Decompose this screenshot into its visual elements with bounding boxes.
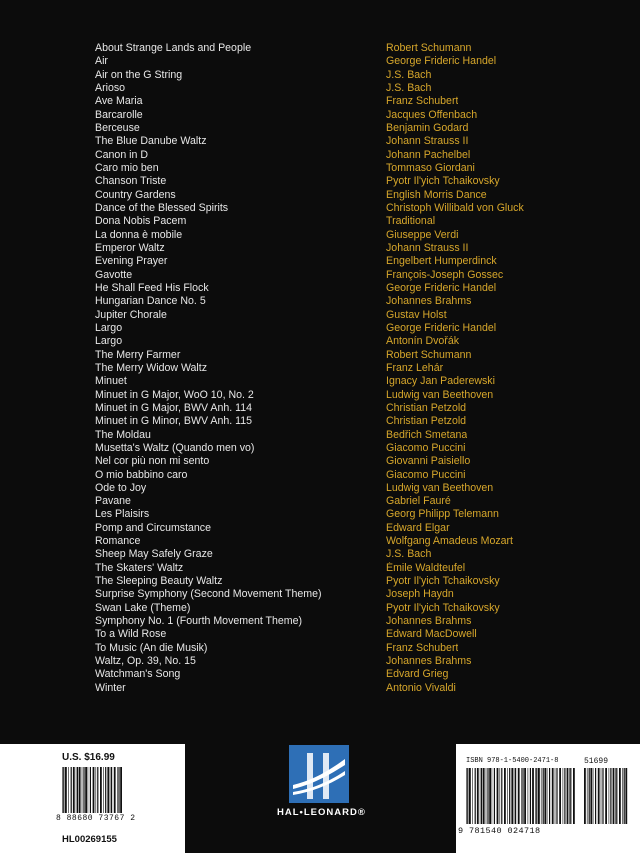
song-composer: Benjamin Godard xyxy=(386,121,469,134)
song-composer: Franz Lehár xyxy=(386,361,444,374)
song-title: Les Plaisirs xyxy=(95,508,150,521)
song-composer: Christian Petzold xyxy=(386,415,467,428)
song-title: Symphony No. 1 (Fourth Movement Theme) xyxy=(95,615,303,628)
song-title: Pavane xyxy=(95,495,131,508)
song-row xyxy=(95,309,615,322)
song-title: Surprise Symphony (Second Movement Theme) xyxy=(95,588,322,601)
song-composer: François-Joseph Gossec xyxy=(386,268,504,281)
song-row xyxy=(95,668,615,681)
song-composer: Edvard Grieg xyxy=(386,668,449,681)
song-composer: George Frideric Handel xyxy=(386,281,497,294)
song-row xyxy=(95,548,615,561)
song-title: Arioso xyxy=(95,81,126,94)
song-title: Air xyxy=(95,55,108,68)
song-composer: George Frideric Handel xyxy=(386,55,497,68)
upc-digits: 8 88680 73767 2 xyxy=(56,814,136,823)
song-row xyxy=(95,429,615,442)
song-row xyxy=(95,615,615,628)
song-composer: Johann Pachelbel xyxy=(386,148,471,161)
song-row xyxy=(95,229,615,242)
song-title: Minuet xyxy=(95,375,127,388)
song-composer: Ignacy Jan Paderewski xyxy=(386,375,495,388)
song-composer: Johannes Brahms xyxy=(386,655,472,668)
song-title: O mio babbino caro xyxy=(95,468,188,481)
song-composer: Émile Waldteufel xyxy=(386,561,466,574)
song-composer: Ludwig van Beethoven xyxy=(386,388,494,401)
isbn-digits: 9 781540 024718 xyxy=(458,826,541,836)
song-title: Largo xyxy=(95,321,123,334)
song-title: Barcarolle xyxy=(95,108,143,121)
song-composer: J.S. Bach xyxy=(386,548,432,561)
song-row xyxy=(95,335,615,348)
song-title: Dance of the Blessed Spirits xyxy=(95,201,229,214)
song-row xyxy=(95,162,615,175)
song-title: Pomp and Circumstance xyxy=(95,521,211,534)
song-row xyxy=(95,375,615,388)
song-row xyxy=(95,82,615,95)
song-row xyxy=(95,135,615,148)
song-composer: Gabriel Fauré xyxy=(386,495,451,508)
song-composer: Christoph Willibald von Gluck xyxy=(386,201,524,214)
song-row xyxy=(95,508,615,521)
song-composer: J.S. Bach xyxy=(386,81,432,94)
song-title: Waltz, Op. 39, No. 15 xyxy=(95,655,196,668)
song-composer: Pyotr Il'yich Tchaikovsky xyxy=(386,175,500,188)
item-number: HL00269155 xyxy=(62,834,117,845)
song-composer: Giacomo Puccini xyxy=(386,441,466,454)
song-composer: Ludwig van Beethoven xyxy=(386,481,494,494)
song-composer: Pyotr Il'yich Tchaikovsky xyxy=(386,601,500,614)
song-row xyxy=(95,402,615,415)
song-row xyxy=(95,202,615,215)
song-composer: Johannes Brahms xyxy=(386,295,472,308)
song-composer: Franz Schubert xyxy=(386,641,459,654)
isbn-barcode-panel xyxy=(456,744,640,853)
upc-barcode-panel xyxy=(0,744,185,853)
song-row xyxy=(95,215,615,228)
song-title: Berceuse xyxy=(95,121,140,134)
song-row xyxy=(95,349,615,362)
song-row xyxy=(95,495,615,508)
song-row xyxy=(95,575,615,588)
song-composer: Robert Schumann xyxy=(386,42,472,54)
song-row xyxy=(95,469,615,482)
song-composer: Jacques Offenbach xyxy=(386,108,478,121)
song-row xyxy=(95,415,615,428)
song-title: Nel cor più non mi sento xyxy=(95,455,210,468)
song-row xyxy=(95,175,615,188)
song-title: He Shall Feed His Flock xyxy=(95,281,209,294)
price-code-barcode-graphic xyxy=(584,768,628,824)
song-title: Jupiter Chorale xyxy=(95,308,167,321)
song-composer: Georg Philipp Telemann xyxy=(386,508,499,521)
song-row xyxy=(95,295,615,308)
song-row xyxy=(95,269,615,282)
song-row xyxy=(95,535,615,548)
song-composer: Johann Strauss II xyxy=(386,135,469,148)
song-composer: Gustav Holst xyxy=(386,308,447,321)
song-row xyxy=(95,282,615,295)
hal-leonard-logo-icon xyxy=(289,745,349,803)
song-title: Hungarian Dance No. 5 xyxy=(95,295,206,308)
song-title: La donna è mobile xyxy=(95,228,183,241)
song-composer: Pyotr Il'yich Tchaikovsky xyxy=(386,575,500,588)
song-title: Country Gardens xyxy=(95,188,176,201)
song-title: Dona Nobis Pacem xyxy=(95,215,187,228)
song-title: The Sleeping Beauty Waltz xyxy=(95,575,223,588)
song-row xyxy=(95,628,615,641)
song-list xyxy=(95,42,615,695)
song-composer: Edward Elgar xyxy=(386,521,450,534)
song-row xyxy=(95,389,615,402)
song-row xyxy=(95,189,615,202)
song-composer: Antonín Dvořák xyxy=(386,335,460,348)
song-composer: Giuseppe Verdi xyxy=(386,228,459,241)
song-title: Chanson Triste xyxy=(95,175,167,188)
song-composer: Giacomo Puccini xyxy=(386,468,466,481)
song-composer: Bedřich Smetana xyxy=(386,428,468,441)
price-label: U.S. $16.99 xyxy=(62,752,115,763)
song-title: Watchman's Song xyxy=(95,668,181,681)
upc-barcode-graphic xyxy=(62,767,122,813)
song-row xyxy=(95,109,615,122)
song-title: Minuet in G Minor, BWV Anh. 115 xyxy=(95,415,253,428)
song-composer: Traditional xyxy=(386,215,436,228)
song-row xyxy=(95,655,615,668)
song-title: Canon in D xyxy=(95,148,148,161)
song-row xyxy=(95,362,615,375)
song-title: Minuet in G Major, WoO 10, No. 2 xyxy=(95,388,254,401)
song-row xyxy=(95,442,615,455)
song-composer: Engelbert Humperdinck xyxy=(386,255,497,268)
hal-leonard-logo xyxy=(277,745,377,830)
isbn-barcode-graphic xyxy=(466,768,576,824)
song-row xyxy=(95,322,615,335)
song-title: The Skaters' Waltz xyxy=(95,561,184,574)
song-title: Romance xyxy=(95,535,141,548)
price-code: 51699 xyxy=(584,757,609,766)
song-title: Swan Lake (Theme) xyxy=(95,601,191,614)
song-row xyxy=(95,588,615,601)
song-composer: Edward MacDowell xyxy=(386,628,477,641)
song-composer: Johann Strauss II xyxy=(386,241,469,254)
song-row xyxy=(95,42,615,55)
song-row xyxy=(95,122,615,135)
song-title: Minuet in G Major, BWV Anh. 114 xyxy=(95,401,253,414)
song-title: To Music (An die Musik) xyxy=(95,641,208,654)
song-row xyxy=(95,562,615,575)
song-row xyxy=(95,55,615,68)
song-composer: Antonio Vivaldi xyxy=(386,681,456,694)
song-composer: George Frideric Handel xyxy=(386,321,497,334)
song-row xyxy=(95,642,615,655)
song-title: The Moldau xyxy=(95,428,151,441)
song-composer: J.S. Bach xyxy=(386,68,432,81)
song-row xyxy=(95,95,615,108)
song-title: Largo xyxy=(95,335,123,348)
song-title: The Merry Farmer xyxy=(95,348,181,361)
song-title: Musetta's Waltz (Quando men vo) xyxy=(95,441,255,454)
song-composer: Wolfgang Amadeus Mozart xyxy=(386,535,513,548)
song-composer: Franz Schubert xyxy=(386,95,459,108)
song-composer: Christian Petzold xyxy=(386,401,467,414)
song-row xyxy=(95,455,615,468)
song-title: Winter xyxy=(95,681,126,694)
song-title: Caro mio ben xyxy=(95,161,159,174)
song-title: Sheep May Safely Graze xyxy=(95,548,213,561)
song-row xyxy=(95,149,615,162)
song-title: The Merry Widow Waltz xyxy=(95,361,208,374)
song-title: Ave Maria xyxy=(95,95,143,108)
song-title: Evening Prayer xyxy=(95,255,168,268)
song-row xyxy=(95,682,615,695)
song-composer: Tommaso Giordani xyxy=(386,161,475,174)
song-row xyxy=(95,522,615,535)
song-title: Emperor Waltz xyxy=(95,241,165,254)
song-title: Gavotte xyxy=(95,268,133,281)
song-row xyxy=(95,242,615,255)
song-row xyxy=(95,482,615,495)
song-composer: Johannes Brahms xyxy=(386,615,472,628)
song-title: Air on the G String xyxy=(95,68,183,81)
song-composer: Giovanni Paisiello xyxy=(386,455,471,468)
isbn-label: ISBN 978-1-5400-2471-8 xyxy=(466,757,559,765)
song-title: About Strange Lands and People xyxy=(95,42,252,54)
hal-leonard-wordmark: HAL•LEONARD® xyxy=(277,807,366,818)
song-composer: Robert Schumann xyxy=(386,348,472,361)
song-row xyxy=(95,255,615,268)
song-composer: English Morris Dance xyxy=(386,188,487,201)
song-row xyxy=(95,602,615,615)
song-row xyxy=(95,69,615,82)
song-title: To a Wild Rose xyxy=(95,628,167,641)
song-title: Ode to Joy xyxy=(95,481,147,494)
song-title: The Blue Danube Waltz xyxy=(95,135,207,148)
song-composer: Joseph Haydn xyxy=(386,588,454,601)
